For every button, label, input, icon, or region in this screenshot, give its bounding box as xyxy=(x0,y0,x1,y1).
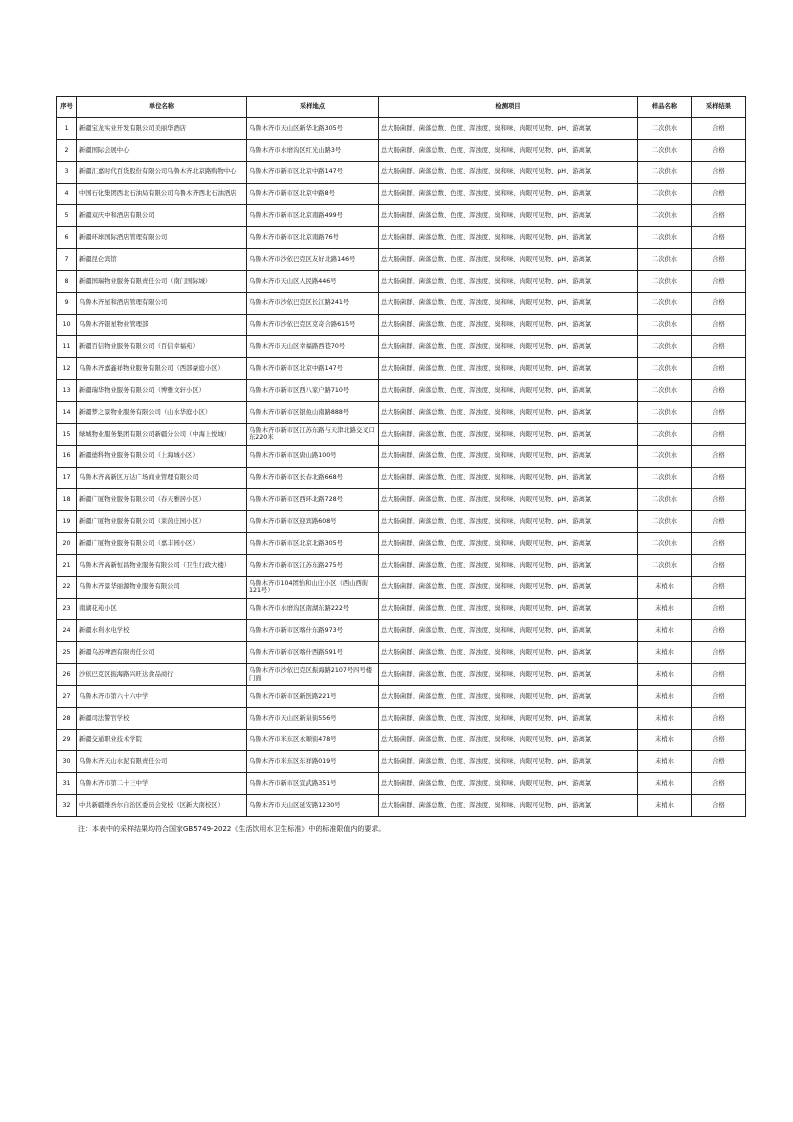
cell-sampling-location: 乌鲁木齐市新市区北京中路147号 xyxy=(247,358,379,380)
cell-test-items: 总大肠菌群、菌落总数、色度、浑浊度、臭和味、肉眼可见物、pH、游离氯 xyxy=(379,533,638,555)
cell-sample-name: 二次供水 xyxy=(638,249,692,271)
cell-test-items: 总大肠菌群、菌落总数、色度、浑浊度、臭和味、肉眼可见物、pH、游离氯 xyxy=(379,336,638,358)
cell-sampling-result: 合格 xyxy=(692,161,746,183)
cell-unit-name: 新疆国瑞物业服务有限责任公司（南门国际城） xyxy=(77,270,247,292)
cell-sampling-location: 乌鲁木齐市新市区北京南路499号 xyxy=(247,205,379,227)
cell-index: 4 xyxy=(57,183,77,205)
table-row xyxy=(57,401,746,423)
cell-sampling-result: 合格 xyxy=(692,270,746,292)
cell-sample-name: 末梢水 xyxy=(638,773,692,795)
table-header-row xyxy=(57,97,746,118)
cell-test-items: 总大肠菌群、菌落总数、色度、浑浊度、臭和味、肉眼可见物、pH、游离氯 xyxy=(379,423,638,445)
cell-sample-name: 二次供水 xyxy=(638,336,692,358)
cell-test-items: 总大肠菌群、菌落总数、色度、浑浊度、臭和味、肉眼可见物、pH、游离氯 xyxy=(379,642,638,664)
cell-sampling-result: 合格 xyxy=(692,139,746,161)
cell-sampling-result: 合格 xyxy=(692,205,746,227)
table-row xyxy=(57,292,746,314)
cell-index: 16 xyxy=(57,445,77,467)
cell-sampling-location: 乌鲁木齐市新市区银鱼山南路888号 xyxy=(247,401,379,423)
cell-unit-name: 新疆环球国际酒店管理有限公司 xyxy=(77,227,247,249)
cell-test-items: 总大肠菌群、菌落总数、色度、浑浊度、臭和味、肉眼可见物、pH、游离氯 xyxy=(379,467,638,489)
cell-sampling-location: 乌鲁木齐市天山区新华北路305号 xyxy=(247,118,379,140)
cell-test-items: 总大肠菌群、菌落总数、色度、浑浊度、臭和味、肉眼可见物、pH、游离氯 xyxy=(379,707,638,729)
cell-index: 26 xyxy=(57,664,77,686)
cell-sample-name: 末梢水 xyxy=(638,598,692,620)
header-unit-name: 单位名称 xyxy=(77,97,247,118)
cell-sampling-location: 乌鲁木齐市沙依巴克区振海路2107号四号楼门面 xyxy=(247,664,379,686)
cell-unit-name: 新疆广厦物业服务有限公司（嘉丰园小区） xyxy=(77,533,247,555)
table-row xyxy=(57,576,746,598)
cell-sampling-location: 乌鲁木齐市天山区新泉街556号 xyxy=(247,707,379,729)
table-row xyxy=(57,270,746,292)
cell-test-items: 总大肠菌群、菌落总数、色度、浑浊度、臭和味、肉眼可见物、pH、游离氯 xyxy=(379,554,638,576)
water-sampling-results-table xyxy=(56,96,746,817)
cell-sampling-location: 乌鲁木齐市水磨沟区南湖东路222号 xyxy=(247,598,379,620)
cell-sampling-location: 乌鲁木齐市新市区北京中路147号 xyxy=(247,161,379,183)
cell-sample-name: 二次供水 xyxy=(638,533,692,555)
document-page xyxy=(56,96,745,833)
cell-sample-name: 二次供水 xyxy=(638,227,692,249)
cell-sample-name: 二次供水 xyxy=(638,380,692,402)
table-row xyxy=(57,664,746,686)
cell-index: 10 xyxy=(57,314,77,336)
cell-index: 20 xyxy=(57,533,77,555)
cell-test-items: 总大肠菌群、菌落总数、色度、浑浊度、臭和味、肉眼可见物、pH、游离氯 xyxy=(379,729,638,751)
cell-unit-name: 乌鲁木齐天山水泥有限责任公司 xyxy=(77,751,247,773)
cell-unit-name: 新疆汇嘉时代百货股份有限公司乌鲁木齐北京路购物中心 xyxy=(77,161,247,183)
cell-unit-name: 新疆广厦物业服务有限公司（春天雅居小区） xyxy=(77,489,247,511)
cell-sampling-location: 乌鲁木齐市新市区新医路221号 xyxy=(247,685,379,707)
cell-unit-name: 新疆宝龙实业开发有限公司美丽华酒店 xyxy=(77,118,247,140)
cell-index: 32 xyxy=(57,795,77,817)
cell-index: 8 xyxy=(57,270,77,292)
cell-index: 12 xyxy=(57,358,77,380)
cell-test-items: 总大肠菌群、菌落总数、色度、浑浊度、臭和味、肉眼可见物、pH、游离氯 xyxy=(379,183,638,205)
cell-sample-name: 二次供水 xyxy=(638,489,692,511)
table-row xyxy=(57,423,746,445)
cell-test-items: 总大肠菌群、菌落总数、色度、浑浊度、臭和味、肉眼可见物、pH、游离氯 xyxy=(379,773,638,795)
cell-index: 18 xyxy=(57,489,77,511)
cell-sample-name: 末梢水 xyxy=(638,795,692,817)
table-row xyxy=(57,445,746,467)
cell-sampling-result: 合格 xyxy=(692,751,746,773)
table-row xyxy=(57,227,746,249)
cell-sampling-location: 乌鲁木齐市沙依巴克区友好北路146号 xyxy=(247,249,379,271)
cell-test-items: 总大肠菌群、菌落总数、色度、浑浊度、臭和味、肉眼可见物、pH、游离氯 xyxy=(379,227,638,249)
table-row xyxy=(57,729,746,751)
cell-unit-name: 乌鲁木齐星和酒店管理有限公司 xyxy=(77,292,247,314)
cell-sampling-result: 合格 xyxy=(692,685,746,707)
cell-sampling-result: 合格 xyxy=(692,533,746,555)
cell-sample-name: 二次供水 xyxy=(638,139,692,161)
cell-sampling-location: 乌鲁木齐市天山区延安路1230号 xyxy=(247,795,379,817)
cell-sampling-location: 乌鲁木齐市新市区北京南路76号 xyxy=(247,227,379,249)
table-row xyxy=(57,554,746,576)
cell-index: 6 xyxy=(57,227,77,249)
cell-unit-name: 新疆交通职业技术学院 xyxy=(77,729,247,751)
cell-index: 23 xyxy=(57,598,77,620)
header-sampling-result: 采样结果 xyxy=(692,97,746,118)
footnote: 注：本表中的采样结果均符合国家GB5749-2022《生活饮用水卫生标准》中的标准限值内的要求。 xyxy=(78,825,386,833)
cell-index: 1 xyxy=(57,118,77,140)
cell-sample-name: 二次供水 xyxy=(638,445,692,467)
cell-index: 3 xyxy=(57,161,77,183)
cell-index: 14 xyxy=(57,401,77,423)
cell-sampling-result: 合格 xyxy=(692,707,746,729)
cell-unit-name: 乌鲁木齐嘉鑫祥物业服务有限公司（西部豪庭小区） xyxy=(77,358,247,380)
cell-sampling-location: 乌鲁木齐市米东区永顺街478号 xyxy=(247,729,379,751)
cell-sample-name: 末梢水 xyxy=(638,707,692,729)
header-index: 序号 xyxy=(57,97,77,118)
cell-unit-name: 乌鲁木齐景华丽源物业服务有限公司 xyxy=(77,576,247,598)
cell-sampling-location: 乌鲁木齐市新市区江苏东路与天津北路交叉口东220米 xyxy=(247,423,379,445)
cell-test-items: 总大肠菌群、菌落总数、色度、浑浊度、臭和味、肉眼可见物、pH、游离氯 xyxy=(379,401,638,423)
cell-test-items: 总大肠菌群、菌落总数、色度、浑浊度、臭和味、肉眼可见物、pH、游离氯 xyxy=(379,664,638,686)
cell-sampling-location: 乌鲁木齐市米东区东祥路019号 xyxy=(247,751,379,773)
cell-index: 29 xyxy=(57,729,77,751)
table-row xyxy=(57,685,746,707)
cell-index: 28 xyxy=(57,707,77,729)
cell-test-items: 总大肠菌群、菌落总数、色度、浑浊度、臭和味、肉眼可见物、pH、游离氯 xyxy=(379,489,638,511)
cell-sampling-result: 合格 xyxy=(692,489,746,511)
cell-sample-name: 末梢水 xyxy=(638,576,692,598)
cell-sampling-location: 乌鲁木齐市新市区喀什西路591号 xyxy=(247,642,379,664)
table-row xyxy=(57,620,746,642)
table-row xyxy=(57,489,746,511)
cell-sample-name: 二次供水 xyxy=(638,118,692,140)
cell-index: 25 xyxy=(57,642,77,664)
cell-sampling-result: 合格 xyxy=(692,401,746,423)
cell-sampling-location: 乌鲁木齐市新市区喀什东路973号 xyxy=(247,620,379,642)
table-row xyxy=(57,139,746,161)
cell-test-items: 总大肠菌群、菌落总数、色度、浑浊度、臭和味、肉眼可见物、pH、游离氯 xyxy=(379,598,638,620)
cell-sample-name: 二次供水 xyxy=(638,205,692,227)
cell-unit-name: 绿城物业服务集团有限公司新疆分公司（中海上悦城） xyxy=(77,423,247,445)
cell-unit-name: 乌鲁木齐市第六十六中学 xyxy=(77,685,247,707)
cell-sample-name: 二次供水 xyxy=(638,554,692,576)
cell-sample-name: 二次供水 xyxy=(638,292,692,314)
cell-sampling-result: 合格 xyxy=(692,445,746,467)
cell-sampling-location: 乌鲁木齐市沙依巴克区克奇合路615号 xyxy=(247,314,379,336)
table-row xyxy=(57,467,746,489)
cell-sampling-result: 合格 xyxy=(692,423,746,445)
cell-index: 30 xyxy=(57,751,77,773)
cell-sampling-result: 合格 xyxy=(692,554,746,576)
cell-sampling-location: 乌鲁木齐市新市区江苏东路275号 xyxy=(247,554,379,576)
cell-sampling-location: 乌鲁木齐市水磨沟区红光山路3号 xyxy=(247,139,379,161)
cell-index: 2 xyxy=(57,139,77,161)
cell-index: 15 xyxy=(57,423,77,445)
cell-sampling-location: 乌鲁木齐市沙依巴克区长江路241号 xyxy=(247,292,379,314)
table-row xyxy=(57,533,746,555)
cell-test-items: 总大肠菌群、菌落总数、色度、浑浊度、臭和味、肉眼可见物、pH、游离氯 xyxy=(379,380,638,402)
cell-sampling-location: 乌鲁木齐市新市区宣武路351号 xyxy=(247,773,379,795)
cell-index: 7 xyxy=(57,249,77,271)
cell-index: 27 xyxy=(57,685,77,707)
cell-sampling-result: 合格 xyxy=(692,292,746,314)
cell-index: 24 xyxy=(57,620,77,642)
cell-index: 9 xyxy=(57,292,77,314)
cell-unit-name: 新疆百信物业服务有限公司（百信幸福苑） xyxy=(77,336,247,358)
cell-test-items: 总大肠菌群、菌落总数、色度、浑浊度、臭和味、肉眼可见物、pH、游离氯 xyxy=(379,270,638,292)
cell-sample-name: 二次供水 xyxy=(638,358,692,380)
table-row xyxy=(57,358,746,380)
cell-sampling-result: 合格 xyxy=(692,729,746,751)
cell-sample-name: 末梢水 xyxy=(638,751,692,773)
cell-sampling-result: 合格 xyxy=(692,227,746,249)
cell-sampling-location: 乌鲁木齐市新市区北京北路305号 xyxy=(247,533,379,555)
cell-sampling-result: 合格 xyxy=(692,664,746,686)
cell-sampling-location: 乌鲁木齐市天山区人民路446号 xyxy=(247,270,379,292)
cell-test-items: 总大肠菌群、菌落总数、色度、浑浊度、臭和味、肉眼可见物、pH、游离氯 xyxy=(379,576,638,598)
table-row xyxy=(57,598,746,620)
cell-sample-name: 二次供水 xyxy=(638,511,692,533)
cell-sampling-result: 合格 xyxy=(692,118,746,140)
table-row xyxy=(57,751,746,773)
cell-unit-name: 新疆广厦物业服务有限公司（莱茵庄园小区） xyxy=(77,511,247,533)
cell-sampling-result: 合格 xyxy=(692,598,746,620)
cell-sample-name: 二次供水 xyxy=(638,467,692,489)
cell-sample-name: 二次供水 xyxy=(638,401,692,423)
cell-sampling-result: 合格 xyxy=(692,183,746,205)
cell-sample-name: 二次供水 xyxy=(638,183,692,205)
cell-test-items: 总大肠菌群、菌落总数、色度、浑浊度、臭和味、肉眼可见物、pH、游离氯 xyxy=(379,249,638,271)
cell-test-items: 总大肠菌群、菌落总数、色度、浑浊度、臭和味、肉眼可见物、pH、游离氯 xyxy=(379,139,638,161)
cell-sampling-result: 合格 xyxy=(692,576,746,598)
table-row xyxy=(57,161,746,183)
cell-sample-name: 末梢水 xyxy=(638,664,692,686)
cell-index: 22 xyxy=(57,576,77,598)
cell-test-items: 总大肠菌群、菌落总数、色度、浑浊度、臭和味、肉眼可见物、pH、游离氯 xyxy=(379,358,638,380)
cell-unit-name: 新疆瑞华物业服务有限公司（博雅文轩小区） xyxy=(77,380,247,402)
cell-index: 17 xyxy=(57,467,77,489)
cell-sampling-result: 合格 xyxy=(692,795,746,817)
cell-sampling-result: 合格 xyxy=(692,249,746,271)
cell-sample-name: 二次供水 xyxy=(638,270,692,292)
table-row xyxy=(57,511,746,533)
cell-sampling-location: 乌鲁木齐市新市区北京中路8号 xyxy=(247,183,379,205)
cell-unit-name: 新疆水利水电学校 xyxy=(77,620,247,642)
table-row xyxy=(57,380,746,402)
cell-test-items: 总大肠菌群、菌落总数、色度、浑浊度、臭和味、肉眼可见物、pH、游离氯 xyxy=(379,511,638,533)
cell-test-items: 总大肠菌群、菌落总数、色度、浑浊度、臭和味、肉眼可见物、pH、游离氯 xyxy=(379,314,638,336)
cell-unit-name: 南湖花苑小区 xyxy=(77,598,247,620)
cell-unit-name: 新疆双庆中和酒店有限公司 xyxy=(77,205,247,227)
cell-test-items: 总大肠菌群、菌落总数、色度、浑浊度、臭和味、肉眼可见物、pH、游离氯 xyxy=(379,795,638,817)
cell-index: 19 xyxy=(57,511,77,533)
table-row xyxy=(57,314,746,336)
cell-unit-name: 新疆德科物业服务有限公司（上海城小区） xyxy=(77,445,247,467)
cell-sampling-location: 乌鲁木齐市104团怡和山庄小区（西山西街121号） xyxy=(247,576,379,598)
cell-sampling-result: 合格 xyxy=(692,642,746,664)
cell-sampling-location: 乌鲁木齐市新市区唐山路100号 xyxy=(247,445,379,467)
cell-test-items: 总大肠菌群、菌落总数、色度、浑浊度、臭和味、肉眼可见物、pH、游离氯 xyxy=(379,751,638,773)
cell-sampling-location: 乌鲁木齐市新市区迎宾路608号 xyxy=(247,511,379,533)
header-test-items: 检测项目 xyxy=(379,97,638,118)
cell-sampling-location: 乌鲁木齐市天山区幸福路西巷70号 xyxy=(247,336,379,358)
cell-unit-name: 中国石化集团西北石油局有限公司乌鲁木齐西北石油酒店 xyxy=(77,183,247,205)
cell-sampling-result: 合格 xyxy=(692,314,746,336)
table-row xyxy=(57,773,746,795)
cell-sampling-result: 合格 xyxy=(692,511,746,533)
cell-unit-name: 新疆乌苏啤酒有限责任公司 xyxy=(77,642,247,664)
cell-unit-name: 乌鲁木齐银星物业管理部 xyxy=(77,314,247,336)
cell-sampling-result: 合格 xyxy=(692,467,746,489)
table-row xyxy=(57,336,746,358)
table-row xyxy=(57,707,746,729)
header-sampling-location: 采样地点 xyxy=(247,97,379,118)
cell-unit-name: 新疆国际会展中心 xyxy=(77,139,247,161)
table-row xyxy=(57,795,746,817)
cell-sample-name: 末梢水 xyxy=(638,642,692,664)
cell-sample-name: 二次供水 xyxy=(638,314,692,336)
cell-unit-name: 新疆司法警官学校 xyxy=(77,707,247,729)
cell-test-items: 总大肠菌群、菌落总数、色度、浑浊度、臭和味、肉眼可见物、pH、游离氯 xyxy=(379,685,638,707)
cell-test-items: 总大肠菌群、菌落总数、色度、浑浊度、臭和味、肉眼可见物、pH、游离氯 xyxy=(379,620,638,642)
cell-index: 11 xyxy=(57,336,77,358)
header-sample-name: 样品名称 xyxy=(638,97,692,118)
cell-unit-name: 乌鲁木齐高新恒昌物业服务有限公司（卫生行政大楼） xyxy=(77,554,247,576)
cell-test-items: 总大肠菌群、菌落总数、色度、浑浊度、臭和味、肉眼可见物、pH、游离氯 xyxy=(379,205,638,227)
table-row xyxy=(57,183,746,205)
cell-index: 31 xyxy=(57,773,77,795)
cell-sampling-result: 合格 xyxy=(692,773,746,795)
cell-sample-name: 二次供水 xyxy=(638,423,692,445)
cell-unit-name: 新疆昆仑宾馆 xyxy=(77,249,247,271)
cell-sampling-result: 合格 xyxy=(692,620,746,642)
cell-test-items: 总大肠菌群、菌落总数、色度、浑浊度、臭和味、肉眼可见物、pH、游离氯 xyxy=(379,118,638,140)
cell-sample-name: 末梢水 xyxy=(638,729,692,751)
cell-index: 21 xyxy=(57,554,77,576)
cell-sampling-location: 乌鲁木齐市新市区西环北路728号 xyxy=(247,489,379,511)
cell-sample-name: 二次供水 xyxy=(638,161,692,183)
table-row xyxy=(57,205,746,227)
cell-unit-name: 沙依巴克区振海路兴旺达食品商行 xyxy=(77,664,247,686)
cell-unit-name: 乌鲁木齐市第二十三中学 xyxy=(77,773,247,795)
cell-unit-name: 新疆梦之景物业服务有限公司（山水华庭小区） xyxy=(77,401,247,423)
table-row xyxy=(57,118,746,140)
cell-test-items: 总大肠菌群、菌落总数、色度、浑浊度、臭和味、肉眼可见物、pH、游离氯 xyxy=(379,292,638,314)
cell-sampling-location: 乌鲁木齐市新市区西八家户路710号 xyxy=(247,380,379,402)
cell-index: 5 xyxy=(57,205,77,227)
cell-unit-name: 乌鲁木齐高新区万达广场商业管理有限公司 xyxy=(77,467,247,489)
cell-sampling-location: 乌鲁木齐市新市区长春北路668号 xyxy=(247,467,379,489)
cell-test-items: 总大肠菌群、菌落总数、色度、浑浊度、臭和味、肉眼可见物、pH、游离氯 xyxy=(379,161,638,183)
table-row xyxy=(57,642,746,664)
cell-sampling-result: 合格 xyxy=(692,358,746,380)
cell-sampling-result: 合格 xyxy=(692,336,746,358)
cell-sampling-result: 合格 xyxy=(692,380,746,402)
cell-index: 13 xyxy=(57,380,77,402)
cell-sample-name: 末梢水 xyxy=(638,685,692,707)
cell-sample-name: 末梢水 xyxy=(638,620,692,642)
cell-unit-name: 中共新疆维吾尔自治区委员会党校（区新大南校区） xyxy=(77,795,247,817)
table-row xyxy=(57,249,746,271)
cell-test-items: 总大肠菌群、菌落总数、色度、浑浊度、臭和味、肉眼可见物、pH、游离氯 xyxy=(379,445,638,467)
